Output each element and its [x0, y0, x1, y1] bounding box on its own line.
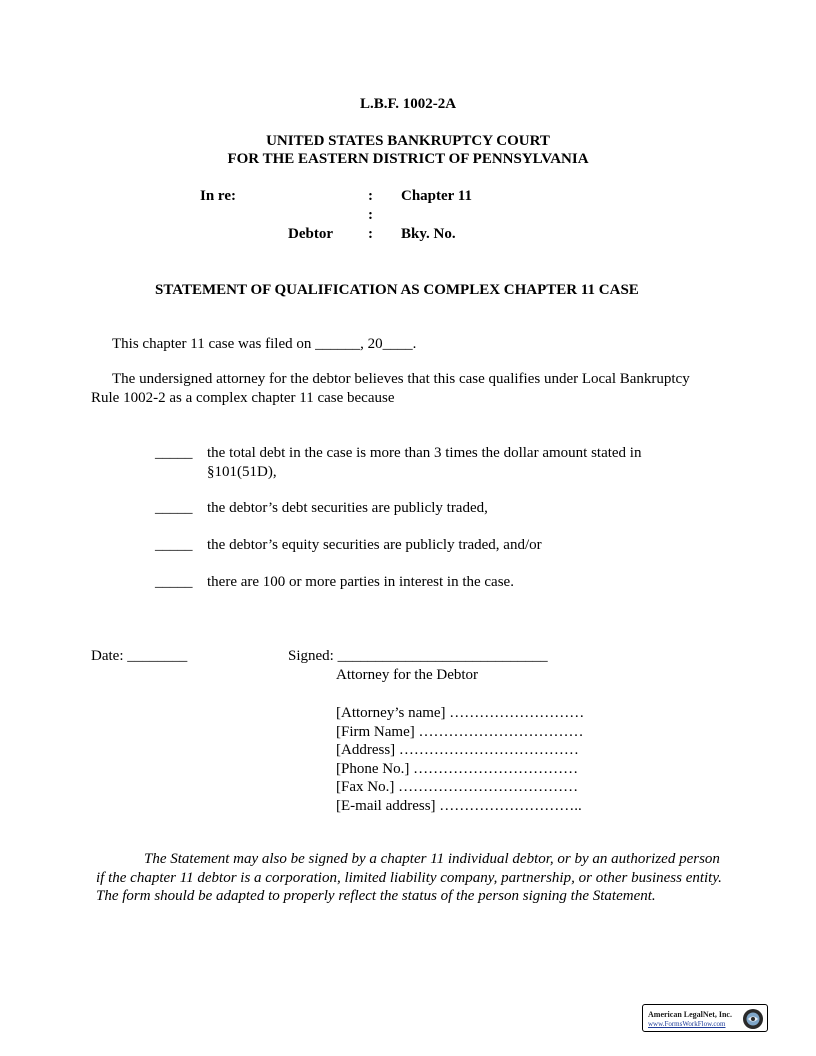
criterion-blank: _____	[155, 500, 193, 516]
caption-colon: :	[368, 188, 373, 204]
criterion-text: the debtor’s debt securities are publicly traded,	[207, 500, 488, 516]
footnote-text: The Statement may also be signed by a chapter 11 individual debtor, or by an authorized person if the chapter 11 debtor is a corporation, limited liability company, partnership, or other business entity. The form should be adapted to properly reflect the status of the person signing the Statement.	[96, 851, 722, 904]
attorney-for-debtor-label: Attorney for the Debtor	[336, 667, 479, 683]
intro-line-1: The undersigned attorney for the debtor believes that this case qualifies under Local Bankruptcy	[112, 371, 690, 387]
logo-url[interactable]: www.FormsWorkFlow.com	[648, 1020, 726, 1028]
date-label: Date:	[91, 648, 124, 664]
footnote	[96, 850, 726, 906]
criterion-text: there are 100 or more parties in interest in the case.	[207, 574, 514, 590]
date-field	[91, 648, 187, 665]
in-re-label: In re:	[200, 188, 236, 204]
bky-no-label: Bky. No.	[401, 226, 456, 242]
filed-date-line: This chapter 11 case was filed on ______, 20____.	[112, 336, 417, 352]
attorney-name-field: [Attorney’s name] ………………………	[336, 705, 585, 721]
publisher-logo	[642, 1004, 768, 1032]
firm-name-field: [Firm Name] ……………………………	[336, 723, 584, 740]
signed-blank: ____________________________	[337, 648, 548, 664]
phone-field: [Phone No.] ……………………………	[336, 760, 579, 777]
date-blank: ________	[127, 648, 188, 664]
caption-colon: :	[368, 226, 373, 242]
criterion-blank: _____	[155, 537, 193, 553]
globe-icon	[742, 1008, 764, 1030]
document-title: STATEMENT OF QUALIFICATION AS COMPLEX CHAPTER 11 CASE	[155, 282, 639, 298]
debtor-label: Debtor	[288, 226, 333, 242]
chapter-label: Chapter 11	[401, 188, 472, 204]
form-number: L.B.F. 1002-2A	[359, 96, 457, 112]
court-name: UNITED STATES BANKRUPTCY COURT	[266, 133, 550, 149]
court-district: FOR THE EASTERN DISTRICT OF PENNSYLVANIA	[227, 151, 589, 167]
fax-field: [Fax No.] ………………………………	[336, 779, 579, 795]
attorney-info-block	[336, 704, 584, 815]
criterion-blank: _____	[155, 445, 193, 461]
address-field: [Address] ………………………………	[336, 742, 579, 758]
criterion-blank: _____	[155, 574, 193, 590]
signed-label: Signed:	[288, 648, 334, 664]
intro-line-2: Rule 1002-2 as a complex chapter 11 case because	[91, 390, 395, 406]
email-field: [E-mail address] ………………………..	[336, 797, 582, 814]
criterion-text: the total debt in the case is more than 3 times the dollar amount stated in	[207, 445, 642, 461]
criterion-text: §101(51D),	[207, 464, 277, 480]
signed-field	[288, 648, 548, 665]
caption-colon: :	[368, 207, 373, 223]
logo-company: American LegalNet, Inc.	[648, 1010, 732, 1019]
criterion-text: the debtor’s equity securities are publicly traded, and/or	[207, 537, 542, 553]
